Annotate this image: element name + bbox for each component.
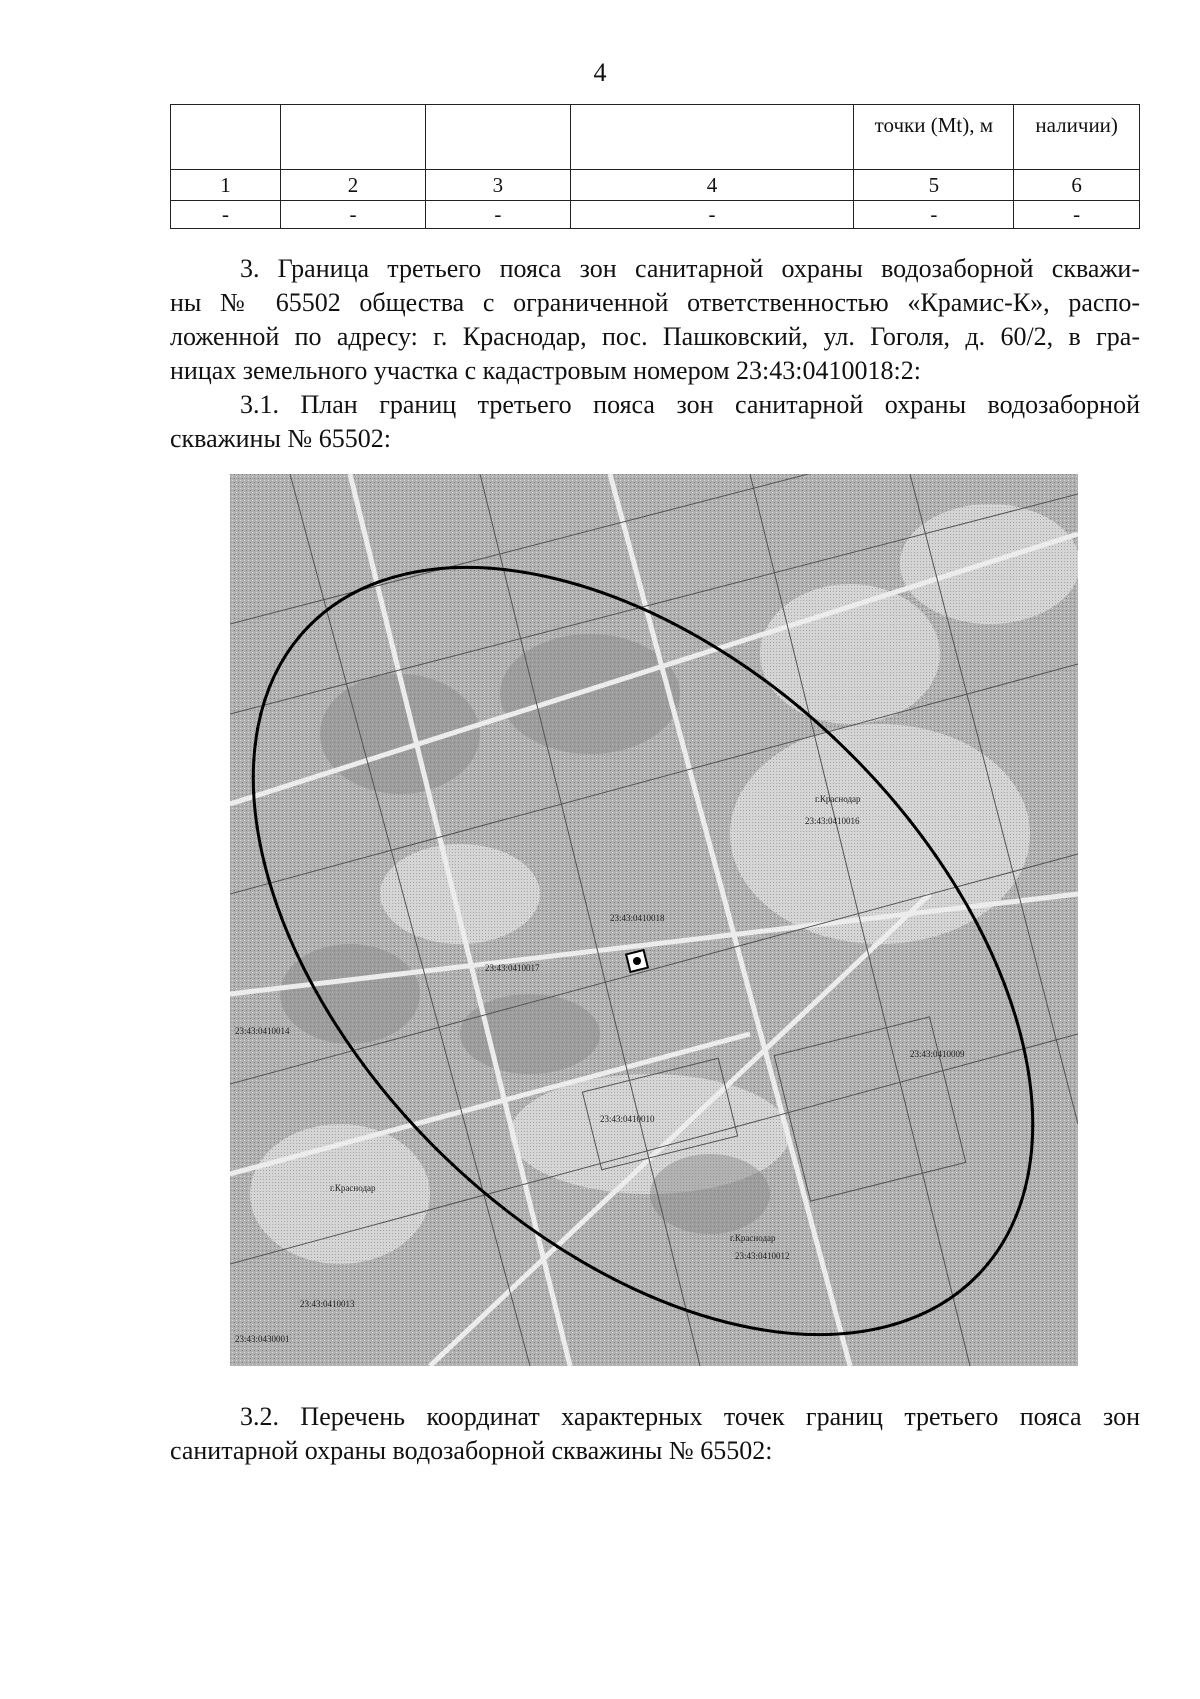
boundary-point (451, 1163, 454, 1166)
boundary-point (375, 1080, 378, 1083)
boundary-point (832, 736, 835, 739)
boundary-point (259, 844, 262, 847)
boundary-point (846, 1332, 849, 1335)
boundary-point (668, 1303, 671, 1306)
map-label: 23:43:0410014 (235, 1026, 290, 1036)
boundary-point (391, 576, 394, 579)
boundary-point (1031, 1140, 1034, 1143)
boundary-point (316, 616, 319, 619)
table-cell: - (425, 201, 570, 229)
table-header-cell: точки (Mt), м (854, 105, 1014, 170)
map-label: 23:43:0410013 (300, 1299, 355, 1309)
boundary-point (297, 636, 300, 639)
boundary-point (1031, 1107, 1034, 1110)
boundary-point (315, 990, 318, 993)
boundary-point (421, 569, 424, 572)
boundary-point (1014, 1215, 1017, 1218)
boundary-point (1002, 1240, 1005, 1243)
paragraph-line: 3. Граница третьего пояса зон санитарной охраны водозаборной скважи- (240, 254, 1140, 283)
boundary-point (671, 622, 674, 625)
boundary-point (830, 1333, 833, 1336)
table-cell: 2 (281, 170, 426, 201)
boundary-point (556, 1245, 559, 1248)
map-label: 23:43:0410018 (610, 913, 665, 923)
boundary-point (437, 567, 440, 570)
table-value-row (171, 201, 1140, 229)
paragraph-line: 3.2. Перечень координат характерных точек границ третьего пояса зон (240, 1402, 1140, 1431)
boundary-point (986, 1263, 989, 1266)
paragraph-line: скважины № 65502: (170, 424, 391, 453)
table-cell: - (281, 201, 426, 229)
map-label: 23:43:0410017 (485, 963, 540, 973)
boundary-point (879, 784, 882, 787)
page-number: 4 (593, 58, 607, 87)
coordinates-table (170, 104, 1140, 229)
boundary-point (575, 1257, 578, 1260)
boundary-point (763, 679, 766, 682)
table-header-row (171, 105, 1140, 170)
boundary-point (956, 1292, 959, 1295)
boundary-point (848, 752, 851, 755)
boundary-point (487, 567, 490, 570)
boundary-point (559, 578, 562, 581)
boundary-point (862, 1330, 865, 1333)
boundary-point (727, 654, 730, 657)
boundary-point (280, 916, 283, 919)
boundary-point (273, 898, 276, 901)
boundary-point (349, 1045, 352, 1048)
boundary-point (538, 1233, 541, 1236)
map-label: 23:43:0430001 (235, 1334, 290, 1344)
boundary-point (708, 642, 711, 645)
boundary-point (977, 1273, 980, 1276)
table-header-cell (171, 105, 281, 170)
boundary-point (815, 721, 818, 724)
table-cell: 5 (854, 170, 1014, 201)
boundary-point (1009, 1001, 1012, 1004)
table-cell: - (854, 201, 1014, 229)
map-label: г.Краснодар (730, 1233, 776, 1243)
map-label: 23:43:0410009 (910, 1049, 965, 1059)
boundary-point (652, 612, 655, 615)
table-cell: - (570, 201, 854, 229)
boundary-point (908, 818, 911, 821)
boundary-point (596, 589, 599, 592)
section-3-1-paragraph (170, 388, 1140, 456)
map-label: г.Краснодар (815, 794, 861, 804)
table-header-cell: наличии) (1014, 105, 1140, 170)
boundary-point (404, 1115, 407, 1118)
boundary-point (745, 666, 748, 669)
boundary-point (389, 1098, 392, 1101)
paragraph-line: ны № 65502 общества с ограниченной ответственностью «Крамис-К», распо- (170, 288, 1140, 317)
boundary-point (957, 890, 960, 893)
boundary-point (1027, 1073, 1030, 1076)
boundary-point (540, 574, 543, 577)
boundary-point (921, 836, 924, 839)
boundary-point (593, 1267, 596, 1270)
boundary-point (522, 571, 525, 574)
boundary-point (364, 586, 367, 589)
boundary-point (252, 758, 255, 761)
boundary-point (256, 727, 259, 730)
map-label: 23:43:0410016 (805, 816, 860, 826)
boundary-point (577, 583, 580, 586)
boundary-point (944, 1299, 947, 1302)
paragraph-line: санитарной охраны водозаборной скважины № 65502: (170, 1436, 773, 1465)
boundary-point (1009, 1228, 1012, 1231)
boundary-point (252, 775, 255, 778)
boundary-point (978, 927, 981, 930)
boundary-point (502, 1207, 505, 1210)
paragraph-line: ложенной по адресу: г. Краснодар, пос. Пашковский, ул. Гоголя, д. 60/2, в гра- (170, 322, 1140, 351)
boundary-point (1031, 1124, 1034, 1127)
boundary-point (994, 1252, 997, 1255)
boundary-point (419, 1131, 422, 1134)
boundary-point (1027, 1172, 1030, 1175)
table-cell: 6 (1014, 170, 1140, 201)
boundary-point (706, 1315, 709, 1318)
boundary-point (813, 1333, 816, 1336)
table-cell: - (171, 201, 281, 229)
boundary-point (406, 572, 409, 575)
boundary-point (327, 607, 330, 610)
boundary-point (274, 671, 277, 674)
boundary-point (1020, 1037, 1023, 1040)
boundary-point (633, 604, 636, 607)
boundary-point (796, 1332, 799, 1335)
boundary-point (268, 684, 271, 687)
boundary-point (305, 972, 308, 975)
boundary-point (687, 1309, 690, 1312)
map-drawing (230, 474, 1078, 1366)
boundary-point (932, 1307, 935, 1310)
boundary-point (351, 592, 354, 595)
paragraph-line: 3.1. План границ третьего пояса зон санитарной охраны водозаборной (240, 390, 1140, 419)
boundary-point (761, 1328, 764, 1331)
boundary-point (435, 1147, 438, 1150)
boundary-point (612, 1277, 615, 1280)
boundary-point (263, 862, 266, 865)
boundary-point (1003, 983, 1006, 986)
table-cell: 3 (425, 170, 570, 201)
boundary-point (259, 712, 262, 715)
boundary-point (468, 1178, 471, 1181)
boundary-point (268, 880, 271, 883)
boundary-point (690, 632, 693, 635)
boundary-point (338, 599, 341, 602)
table-number-row (171, 170, 1140, 201)
table-cell: 1 (171, 170, 281, 201)
boundary-point (743, 1325, 746, 1328)
boundary-point (1029, 1156, 1032, 1159)
boundary-point (520, 1220, 523, 1223)
boundary-point (306, 626, 309, 629)
boundary-point (256, 826, 259, 829)
boundary-point (987, 945, 990, 948)
table-cell: 4 (570, 170, 854, 201)
boundary-point (325, 1009, 328, 1012)
boundary-point (995, 964, 998, 967)
boundary-point (263, 698, 266, 701)
boundary-point (615, 596, 618, 599)
boundary-point (906, 1318, 909, 1321)
boundary-point (1019, 1201, 1022, 1204)
boundary-point (781, 692, 784, 695)
boundary-point (650, 1295, 653, 1298)
boundary-point (337, 1027, 340, 1030)
boundary-point (864, 768, 867, 771)
boundary-point (934, 854, 937, 857)
map-label: 23:43:0410010 (600, 1114, 655, 1124)
table-header-cell (570, 105, 854, 170)
paragraph-line: ницах земельного участка с кадастровым номером 23:43:0410018:2: (170, 356, 921, 385)
well-marker (626, 950, 648, 972)
boundary-point (504, 568, 507, 571)
boundary-point (281, 659, 284, 662)
boundary-point (470, 566, 473, 569)
boundary-point (252, 791, 255, 794)
boundary-point (919, 1313, 922, 1316)
boundary-point (967, 1283, 970, 1286)
boundary-point (453, 566, 456, 569)
boundary-point (253, 808, 256, 811)
map-label: г.Краснодар (330, 1183, 376, 1193)
map-label: 23:43:0410012 (735, 1251, 790, 1261)
boundary-point (798, 706, 801, 709)
boundary-point (1015, 1019, 1018, 1022)
boundary-point (296, 953, 299, 956)
section-3-paragraph (170, 252, 1140, 388)
boundary-point (289, 647, 292, 650)
table-cell: - (1014, 201, 1140, 229)
section-3-2-paragraph (170, 1400, 1140, 1468)
boundary-point (377, 580, 380, 583)
boundary-point (254, 743, 257, 746)
table-header-cell (425, 105, 570, 170)
boundary-point (946, 872, 949, 875)
table-header-cell (281, 105, 426, 170)
boundary-point (1029, 1090, 1032, 1093)
boundary-point (362, 1063, 365, 1066)
boundary-point (724, 1321, 727, 1324)
boundary-point (1024, 1055, 1027, 1058)
boundary-plan-map (230, 474, 1078, 1366)
boundary-point (877, 1327, 880, 1330)
boundary-point (485, 1193, 488, 1196)
boundary-point (892, 1323, 895, 1326)
boundary-point (1024, 1187, 1027, 1190)
boundary-point (968, 908, 971, 911)
boundary-point (894, 801, 897, 804)
boundary-point (631, 1287, 634, 1290)
boundary-point (288, 935, 291, 938)
boundary-point (778, 1331, 781, 1334)
